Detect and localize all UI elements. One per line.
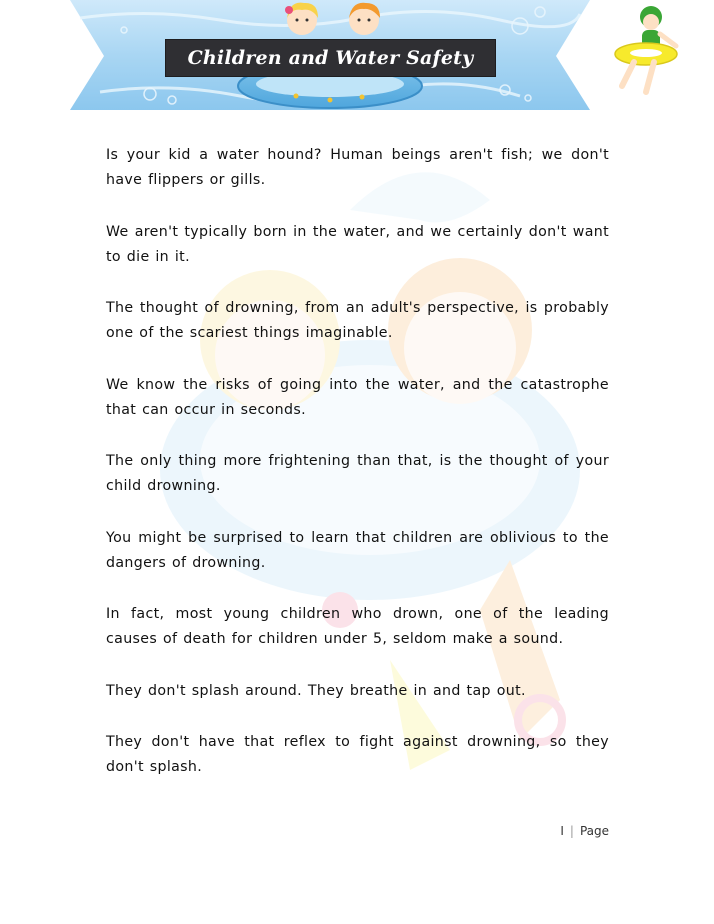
paragraph: The only thing more frightening than that, is the thought of your child drowning. xyxy=(106,453,609,494)
page-footer xyxy=(560,824,609,838)
paragraph: Is your kid a water hound? Human beings aren't fish; we don't have flippers or gills. xyxy=(106,147,609,188)
footer-separator: | xyxy=(569,824,574,838)
paragraph: You might be surprised to learn that children are oblivious to the dangers of drowning. xyxy=(106,529,609,571)
paragraph: They don't have that reflex to fight against drowning, so they don't splash. xyxy=(106,734,609,775)
paragraph: We aren't typically born in the water, and we certainly don't want to die in it. xyxy=(106,223,609,265)
paragraph: In fact, most young children who drown, one of the leading causes of death for children under 5, seldom make a sound. xyxy=(106,606,609,647)
paragraph: The thought of drowning, from an adult's perspective, is probably one of the scariest things imaginable. xyxy=(106,300,609,341)
paragraph: They don't splash around. They breathe in and tap out. xyxy=(106,682,526,699)
page-title: Children and Water Safety xyxy=(187,47,474,69)
article-body xyxy=(106,143,609,807)
page-number: I xyxy=(560,824,564,838)
header-banner xyxy=(0,0,714,112)
page-label: Page xyxy=(579,824,609,838)
swimmer-illustration xyxy=(615,6,677,92)
paragraph: We know the risks of going into the water, and the catastrophe that can occur in seconds. xyxy=(106,376,609,418)
title-plate xyxy=(165,39,496,77)
